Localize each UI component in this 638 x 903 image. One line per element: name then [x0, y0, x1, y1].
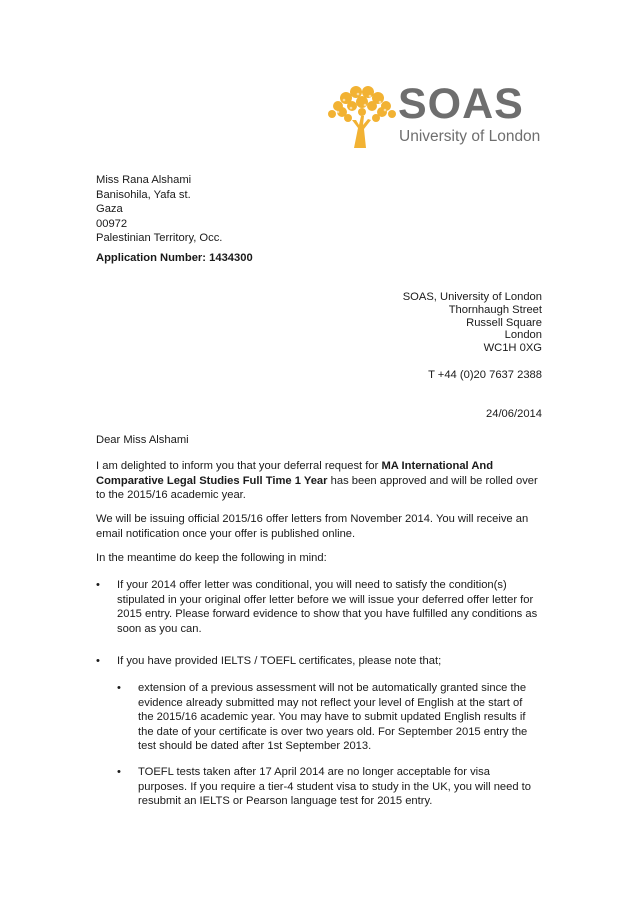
- meantime-paragraph: In the meantime do keep the following in mind:: [96, 552, 327, 564]
- sub-bullet-text: TOEFL tests taken after 17 April 2014 are no longer acceptable for visa purposes. If you require a tier-4 student visa to study in the UK, you will need to resubmit an IELTS or Pearson language test for 2015 entry.: [138, 766, 532, 808]
- logo-graphic: [318, 76, 543, 152]
- intro-text: I am delighted to inform you that your deferral request for: [96, 460, 382, 472]
- bullet-icon: •: [117, 766, 121, 778]
- recipient-line: 00972: [96, 217, 128, 230]
- programme-name: MA International And Comparative Legal Studies Full Time 1 Year: [96, 460, 494, 487]
- recipient-name: Miss Rana Alshami: [96, 174, 192, 186]
- tree-icon: [328, 86, 396, 148]
- sender-phone: T +44 (0)20 7637 2388: [428, 369, 542, 381]
- logo-wordmark: SOAS: [398, 80, 524, 128]
- logo-subtitle: University of London: [399, 128, 541, 145]
- bullet-text: If you have provided IELTS / TOEFL certificates, please note that;: [117, 655, 442, 667]
- sender-line: London: [504, 329, 542, 342]
- sender-line: SOAS, University of London: [402, 291, 542, 303]
- sender-line: WC1H 0XG: [483, 342, 542, 355]
- recipient-line: Banisohila, Yafa st.: [96, 188, 191, 201]
- application-number: Application Number: 1434300: [96, 252, 253, 264]
- sub-bullet-item: [117, 681, 538, 754]
- greeting: Dear Miss Alshami: [96, 434, 189, 446]
- intro-text: has been approved and will be rolled over to the 2015/16 academic year.: [96, 474, 538, 502]
- issuing-paragraph: We will be issuing official 2015/16 offer letters from November 2014. You will receive an email notification once your offer is published online.: [96, 513, 529, 540]
- intro-paragraph: [96, 459, 544, 503]
- letter-date: 24/06/2014: [486, 408, 542, 420]
- recipient-address: [96, 173, 396, 246]
- bullet-item: [96, 654, 547, 669]
- recipient-line: Gaza: [96, 203, 123, 216]
- bullet-icon: •: [117, 682, 121, 694]
- bullet-text: If your 2014 offer letter was conditional, you will need to satisfy the condition(s) stipulated in your original offer letter before we will issue your deferred offer letter for 2015 entry. Please forward evidence to show that you have fulfilled any conditions as soon as you can.: [117, 579, 538, 635]
- recipient-line: Palestinian Territory, Occ.: [96, 232, 223, 245]
- bullet-icon: •: [96, 655, 100, 667]
- sender-line: Thornhaugh Street: [448, 303, 542, 316]
- sender-address: [242, 290, 542, 354]
- sender-line: Russell Square: [466, 316, 542, 329]
- soas-logo: [318, 76, 543, 152]
- bullet-icon: •: [96, 579, 100, 591]
- sub-bullet-item: [117, 765, 538, 809]
- bullet-item: [96, 578, 547, 636]
- sub-bullet-text: extension of a previous assessment will not be automatically granted since the evidence already submitted may not reflect your level of English at the start of the 2015/16 academic year. You may have to submit updated English results if the date of your certificate is over two years old. For September 2015 entry the test should be dated after 1st September 2013.: [138, 682, 528, 753]
